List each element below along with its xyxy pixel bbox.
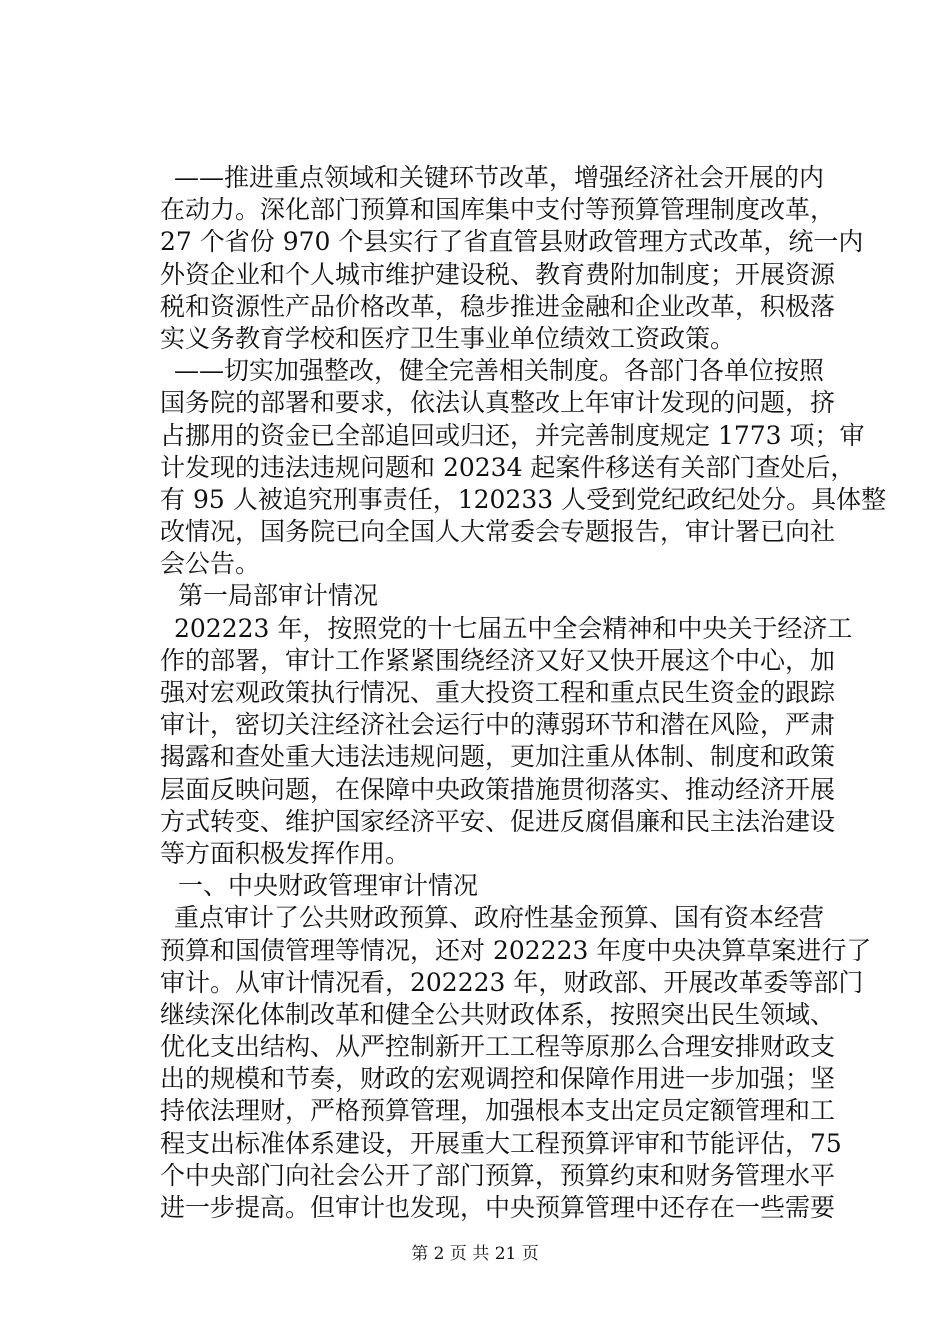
text-line: 国务院的部署和要求，依法认真整改上年审计发现的问题，挤 <box>160 388 836 418</box>
text-line: 税和资源性产品价格改革，稳步推进金融和企业改革，积极落 <box>160 291 836 321</box>
text-line: ——推进重点领域和关键环节改革，增强经济社会开展的内 <box>174 163 825 192</box>
text-line: 202223 年，按照党的十七届五中全会精神和中央关于经济工 <box>174 613 853 643</box>
text-line: 持依法理财，严格预算管理，加强根本支出定员定额管理和工 <box>160 1096 836 1126</box>
text-line: 27 个省份 970 个县实行了省直管县财政管理方式改革，统一内 <box>160 227 864 257</box>
page-footer: 第 2 页 共 21 页 <box>411 1244 539 1264</box>
text-line: 作的部署，审计工作紧紧围绕经济又好又快开展这个中心，加 <box>160 645 836 675</box>
text-line: 会公告。 <box>160 549 261 579</box>
text-line: 出的规模和节奏，财政的宏观调控和保障作用进一步加强；坚 <box>160 1064 836 1094</box>
paragraph <box>160 902 872 1224</box>
paragraph <box>160 162 864 355</box>
text-line: 方式转变、维护国家经济平安、促进反腐倡廉和民主法治建设 <box>160 806 836 836</box>
text-line: 进一步提高。但审计也发现，中央预算管理中还存在一些需要 <box>160 1193 836 1222</box>
text-line: 占挪用的资金已全部追回或归还，并完善制度规定 1773 项；审 <box>160 420 865 450</box>
text-line: 预算和国债管理等情况，还对 202223 年度中央决算草案进行了 <box>160 935 872 965</box>
text-line: 揭露和查处重大违法违规问题，更加注重从体制、制度和政策 <box>160 742 836 772</box>
text-line: 计发现的违法违规问题和 20234 起案件移送有关部门查处后， <box>160 452 856 482</box>
text-line: 第一局部审计情况 <box>178 581 379 611</box>
text-line: 改情况，国务院已向全国人大常委会专题报告，审计署已向社 <box>160 517 836 547</box>
text-line: 继续深化体制改革和健全公共财政体系，按照突出民生领域、 <box>160 999 836 1029</box>
section-heading <box>160 580 812 612</box>
paragraph <box>160 355 887 580</box>
text-line: 实义务教育学校和医疗卫生事业单位绩效工资政策。 <box>160 323 736 353</box>
text-line: 在动力。深化部门预算和国库集中支付等预算管理制度改革， <box>160 195 836 225</box>
text-line: 等方面积极发挥作用。 <box>160 838 411 868</box>
text-line: 个中央部门向社会公开了部门预算，预算约束和财务管理水平 <box>160 1160 836 1190</box>
text-line: 一、中央财政管理审计情况 <box>178 871 479 901</box>
text-line: 重点审计了公共财政预算、政府性基金预算、国有资本经营 <box>174 903 825 933</box>
text-line: 外资企业和个人城市维护建设税、教育费附加制度；开展资源 <box>160 259 836 289</box>
text-line: 程支出标准体系建设，开展重大工程预算评审和节能评估，75 <box>160 1128 842 1158</box>
text-line: 审计。从审计情况看，202223 年，财政部、开展改革委等部门 <box>160 967 864 997</box>
document-body <box>160 162 887 1224</box>
section-heading <box>160 870 812 902</box>
text-line: 层面反映问题，在保障中央政策措施贯彻落实、推动经济开展 <box>160 774 836 804</box>
text-line: 有 95 人被追究刑事责任，120233 人受到党纪政纪处分。具体整 <box>160 484 887 514</box>
text-line: 强对宏观政策执行情况、重大投资工程和重点民生资金的跟踪 <box>160 678 836 707</box>
text-line: 优化支出结构、从严控制新开工工程等原那么合理安排财政支 <box>160 1032 836 1062</box>
text-line: 审计，密切关注经济社会运行中的薄弱环节和潜在风险，严肃 <box>160 710 836 740</box>
text-line: ——切实加强整改，健全完善相关制度。各部门各单位按照 <box>174 356 825 386</box>
paragraph <box>160 613 853 871</box>
